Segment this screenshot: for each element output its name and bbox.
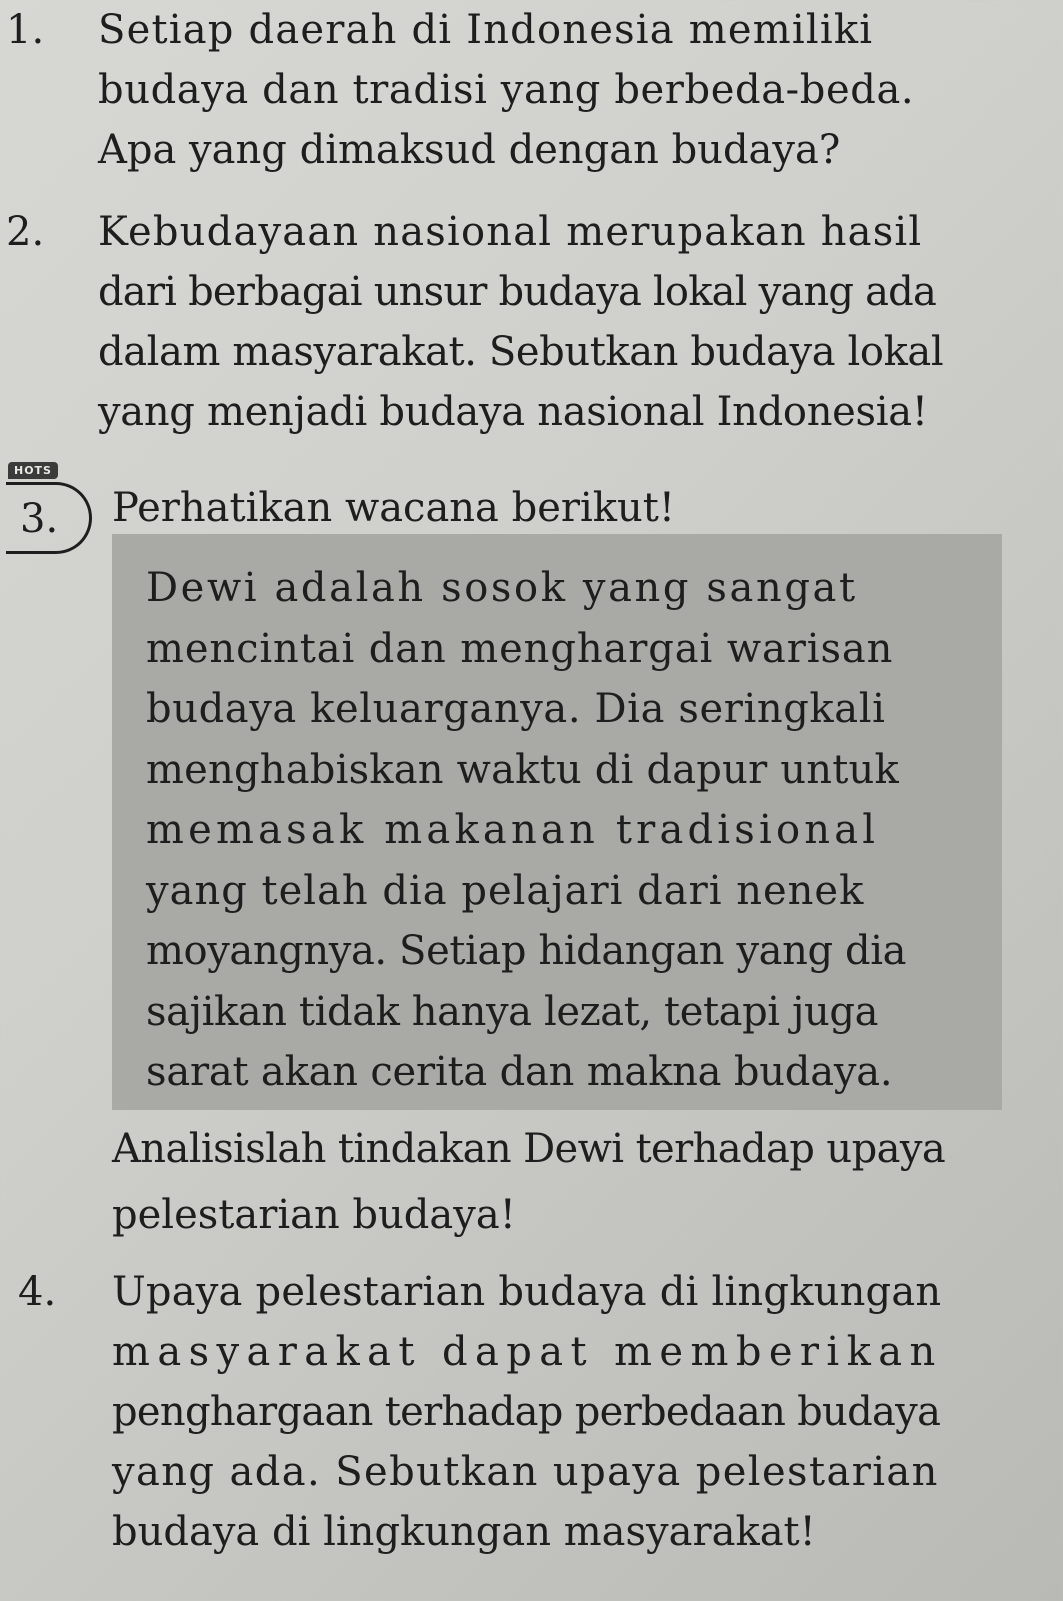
question-line: Upaya pelestarian budaya di lingkungan bbox=[112, 1269, 942, 1315]
question-line: budaya dan tradisi yang berbeda-beda. bbox=[98, 67, 915, 113]
question-line: dari berbagai unsur budaya lokal yang ada bbox=[98, 269, 937, 315]
hots-badge: HOTS bbox=[8, 462, 58, 479]
passage-line: mencintai dan menghargai warisan bbox=[146, 625, 894, 672]
question-number: 3. bbox=[20, 496, 59, 542]
passage-line: memasak makanan tradisional bbox=[146, 807, 880, 853]
question-line: budaya di lingkungan masyarakat! bbox=[112, 1509, 816, 1555]
passage-line: sajikan tidak hanya lezat, tetapi juga bbox=[146, 988, 879, 1035]
passage-line: yang telah dia pelajari dari nenek bbox=[146, 867, 865, 914]
passage-line: sarat akan cerita dan makna budaya. bbox=[146, 1049, 893, 1095]
question-line: penghargaan terhadap perbedaan budaya bbox=[112, 1389, 941, 1435]
question-line: Apa yang dimaksud dengan budaya? bbox=[98, 127, 841, 173]
question-number: 2. bbox=[6, 209, 45, 255]
question-line: masyarakat dapat memberikan bbox=[112, 1329, 943, 1375]
question-text bbox=[112, 1116, 1063, 1248]
question-text bbox=[98, 202, 1058, 442]
question-line: Kebudayaan nasional merupakan hasil bbox=[98, 209, 923, 255]
question-line: yang menjadi budaya nasional Indonesia! bbox=[98, 389, 928, 435]
passage-line: Dewi adalah sosok yang sangat bbox=[146, 565, 858, 611]
passage-line: moyangnya. Setiap hidangan yang dia bbox=[146, 928, 907, 974]
question-text bbox=[112, 1262, 1063, 1562]
question-text bbox=[98, 0, 1058, 180]
question-line: dalam masyarakat. Sebutkan budaya lokal bbox=[98, 329, 944, 375]
question-line: yang ada. Sebutkan upaya pelestarian bbox=[112, 1449, 939, 1495]
question-line: pelestarian budaya! bbox=[112, 1192, 516, 1238]
passage-box bbox=[112, 534, 1002, 1110]
question-line: Perhatikan wacana berikut! bbox=[112, 485, 675, 531]
question-number: 4. bbox=[18, 1269, 57, 1315]
passage-line: menghabiskan waktu di dapur untuk bbox=[146, 746, 899, 793]
passage-text bbox=[146, 558, 986, 1103]
question-line: Analisislah tindakan Dewi terhadap upaya bbox=[112, 1126, 946, 1172]
passage-line: budaya keluarganya. Dia seringkali bbox=[146, 686, 886, 732]
circled-question-number bbox=[6, 482, 92, 554]
question-text bbox=[112, 478, 1063, 538]
question-line: Setiap daerah di Indonesia memiliki bbox=[98, 7, 874, 53]
question-number: 1. bbox=[6, 7, 45, 53]
